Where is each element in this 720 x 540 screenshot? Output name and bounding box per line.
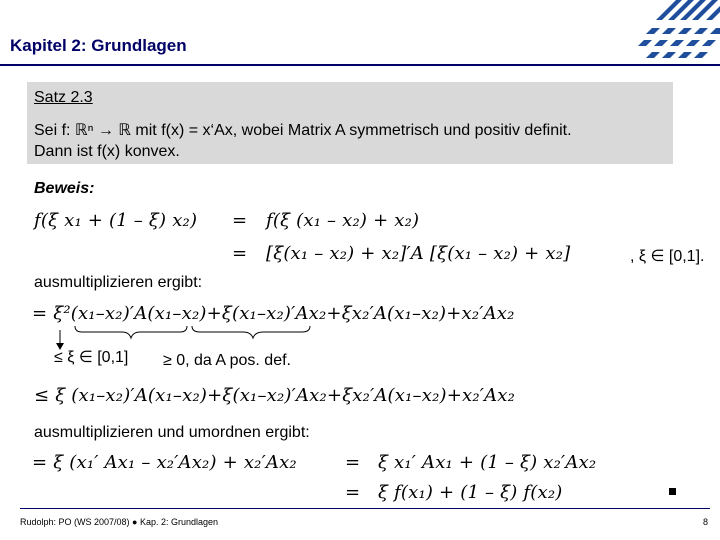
proof-label: Beweis: <box>34 180 95 197</box>
equation-5-relation: = <box>345 452 361 473</box>
theorem-statement: Sei f: ℝⁿ → ℝ mit f(x) = x‘Ax, wobei Matrix A symmetrisch und positiv definit. <box>34 122 572 139</box>
equation-5-lhs: = ξ (x₁′ Ax₁ – x₂′Ax₂) + x₂′Ax₂ <box>32 452 297 473</box>
equation-2-relation: = <box>232 243 248 264</box>
equation-2-rhs: [ξ(x₁ – x₂) + x₂]′A [ξ(x₁ – x₂) + x₂] <box>266 243 571 264</box>
equation-4: ≤ ξ (x₁–x₂)′A(x₁–x₂)+ξ(x₁–x₂)′Ax₂+ξx₂′A(x₁–x₂)+x₂′Ax₂ <box>34 385 516 406</box>
page-number: 8 <box>702 517 708 527</box>
equation-6-rhs: ξ f(x₁) + (1 – ξ) f(x₂) <box>378 482 563 503</box>
footer-divider <box>20 508 710 509</box>
equation-1-relation: = <box>232 210 248 231</box>
expand-reorder-note: ausmultiplizieren und umordnen ergibt: <box>34 424 310 441</box>
equation-6-relation: = <box>345 482 361 503</box>
equation-1-lhs: f(ξ x₁ + (1 – ξ) x₂) <box>34 210 198 231</box>
theorem-title: Satz 2.3 <box>34 89 93 106</box>
qed-square-icon <box>669 488 676 495</box>
expand-note: ausmultiplizieren ergibt: <box>34 274 203 291</box>
xi-range-note: ≤ ξ ∈ [0,1] <box>54 349 129 366</box>
chapter-title: Kapitel 2: Grundlagen <box>10 36 187 55</box>
equation-2-condition: , ξ ∈ [0,1]. <box>630 248 705 265</box>
equation-3: = ξ²(x₁–x₂)′A(x₁–x₂)+ξ(x₁–x₂)′Ax₂+ξx₂′A(x₁–x₂)+x₂′Ax₂ <box>32 303 515 324</box>
equation-1-rhs: f(ξ (x₁ – x₂) + x₂) <box>266 210 420 231</box>
footer-text: Rudolph: PO (WS 2007/08) ● Kap. 2: Grundlagen <box>20 517 219 527</box>
theorem-conclusion: Dann ist f(x) konvex. <box>34 143 180 160</box>
positive-definite-note: ≥ 0, da A pos. def. <box>163 352 291 369</box>
equation-5-rhs: ξ x₁′ Ax₁ + (1 – ξ) x₂′Ax₂ <box>378 452 597 473</box>
